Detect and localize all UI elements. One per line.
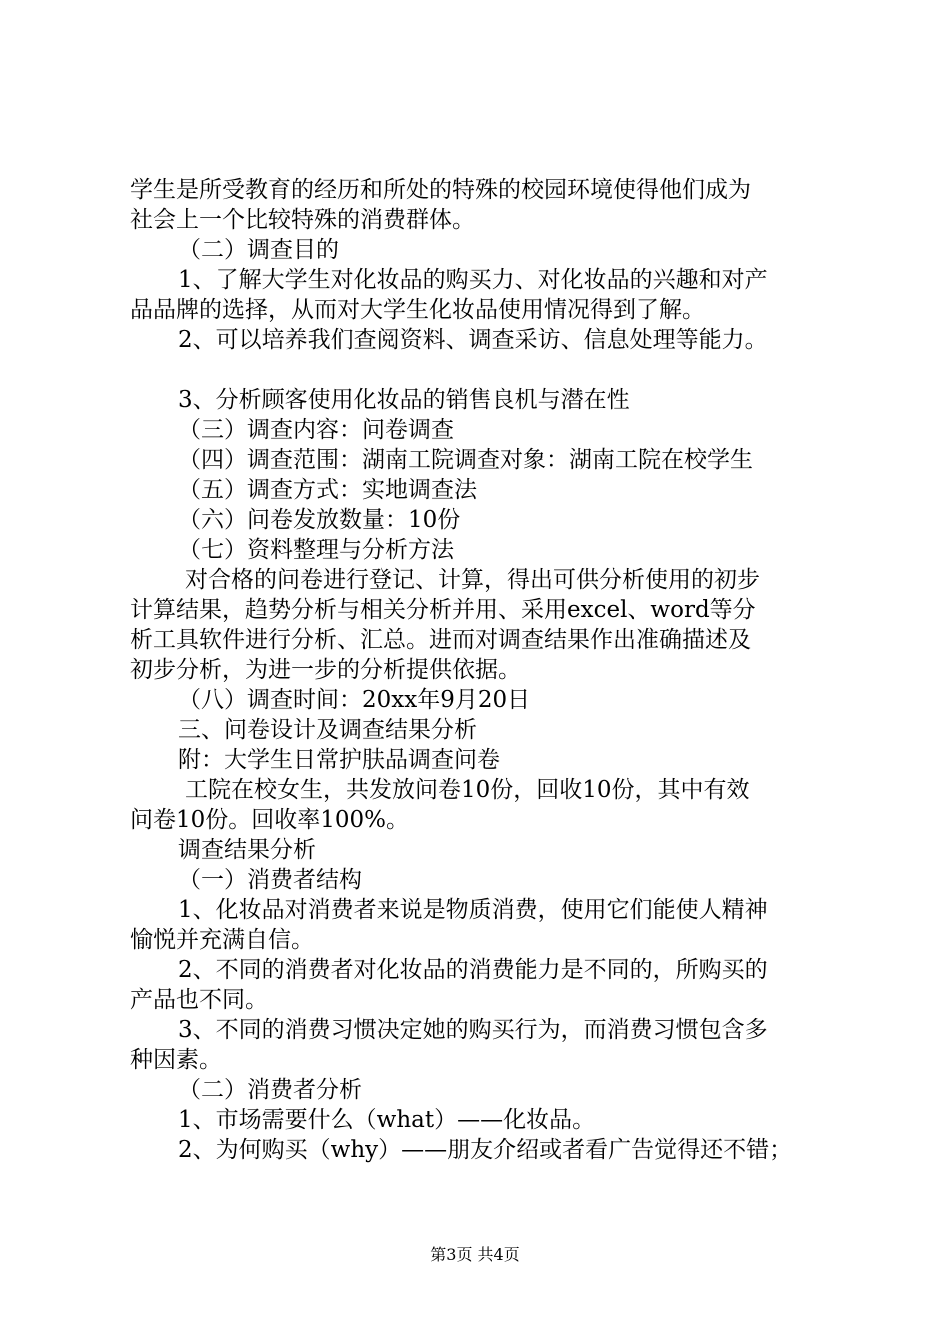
page-footer	[0, 1245, 950, 1265]
paragraph-line: 社会上一个比较特殊的消费群体。	[130, 207, 475, 233]
paragraph-line: 学生是所受教育的经历和所处的特殊的校园环境使得他们成为	[130, 177, 751, 203]
paragraph-line: 2、可以培养我们查阅资料、调查采访、信息处理等能力。	[178, 327, 768, 353]
section-heading: （八）调查时间：20xx年9月20日	[178, 687, 531, 713]
paragraph-line: 品品牌的选择，从而对大学生化妆品使用情况得到了解。	[130, 297, 705, 323]
section-heading: （五）调查方式：实地调查法	[178, 477, 477, 503]
paragraph-line: 3、不同的消费习惯决定她的购买行为，而消费习惯包含多	[178, 1017, 768, 1043]
section-heading: （三）调查内容：问卷调查	[178, 417, 454, 443]
page-number: 第3页 共4页	[430, 1245, 520, 1264]
paragraph-line: 初步分析，为进一步的分析提供依据。	[130, 657, 521, 683]
section-heading: （七）资料整理与分析方法	[178, 537, 454, 563]
section-heading: （二）消费者分析	[178, 1077, 362, 1103]
paragraph-line: 析工具软件进行分析、汇总。进而对调查结果作出准确描述及	[130, 627, 751, 653]
paragraph-line: 种因素。	[130, 1047, 222, 1073]
paragraph-line: 计算结果，趋势分析与相关分析并用、采用excel、word等分	[130, 597, 756, 623]
paragraph-line: 3、分析顾客使用化妆品的销售良机与潜在性	[178, 387, 630, 413]
section-heading: 三、问卷设计及调查结果分析	[178, 717, 477, 743]
section-heading: （四）调查范围：湖南工院调查对象：湖南工院在校学生	[178, 447, 753, 473]
paragraph-line: 2、不同的消费者对化妆品的消费能力是不同的，所购买的	[178, 957, 768, 983]
paragraph-line: 1、了解大学生对化妆品的购买力、对化妆品的兴趣和对产	[178, 267, 768, 293]
section-heading: 调查结果分析	[178, 837, 316, 863]
paragraph-line: 问卷10份。回收率100%。	[130, 807, 410, 833]
paragraph-line: 1、市场需要什么（what）——化妆品。	[178, 1107, 596, 1133]
paragraph-line: 对合格的问卷进行登记、计算，得出可供分析使用的初步	[185, 567, 760, 593]
blank-line	[130, 355, 830, 385]
paragraph-line: 2、为何购买（why）——朋友介绍或者看广告觉得还不错；	[178, 1137, 793, 1163]
paragraph-line: 工院在校女生，共发放问卷10份，回收10份，其中有效	[185, 777, 750, 803]
section-heading: （二）调查目的	[178, 237, 339, 263]
paragraph-line: 产品也不同。	[130, 987, 268, 1013]
document-body	[130, 175, 830, 1165]
paragraph-line: 愉悦并充满自信。	[130, 927, 314, 953]
section-heading: （六）问卷发放数量：10份	[178, 507, 461, 533]
section-heading: 附：大学生日常护肤品调查问卷	[178, 747, 500, 773]
section-heading: （一）消费者结构	[178, 867, 362, 893]
paragraph-line: 1、化妆品对消费者来说是物质消费，使用它们能使人精神	[178, 897, 768, 923]
